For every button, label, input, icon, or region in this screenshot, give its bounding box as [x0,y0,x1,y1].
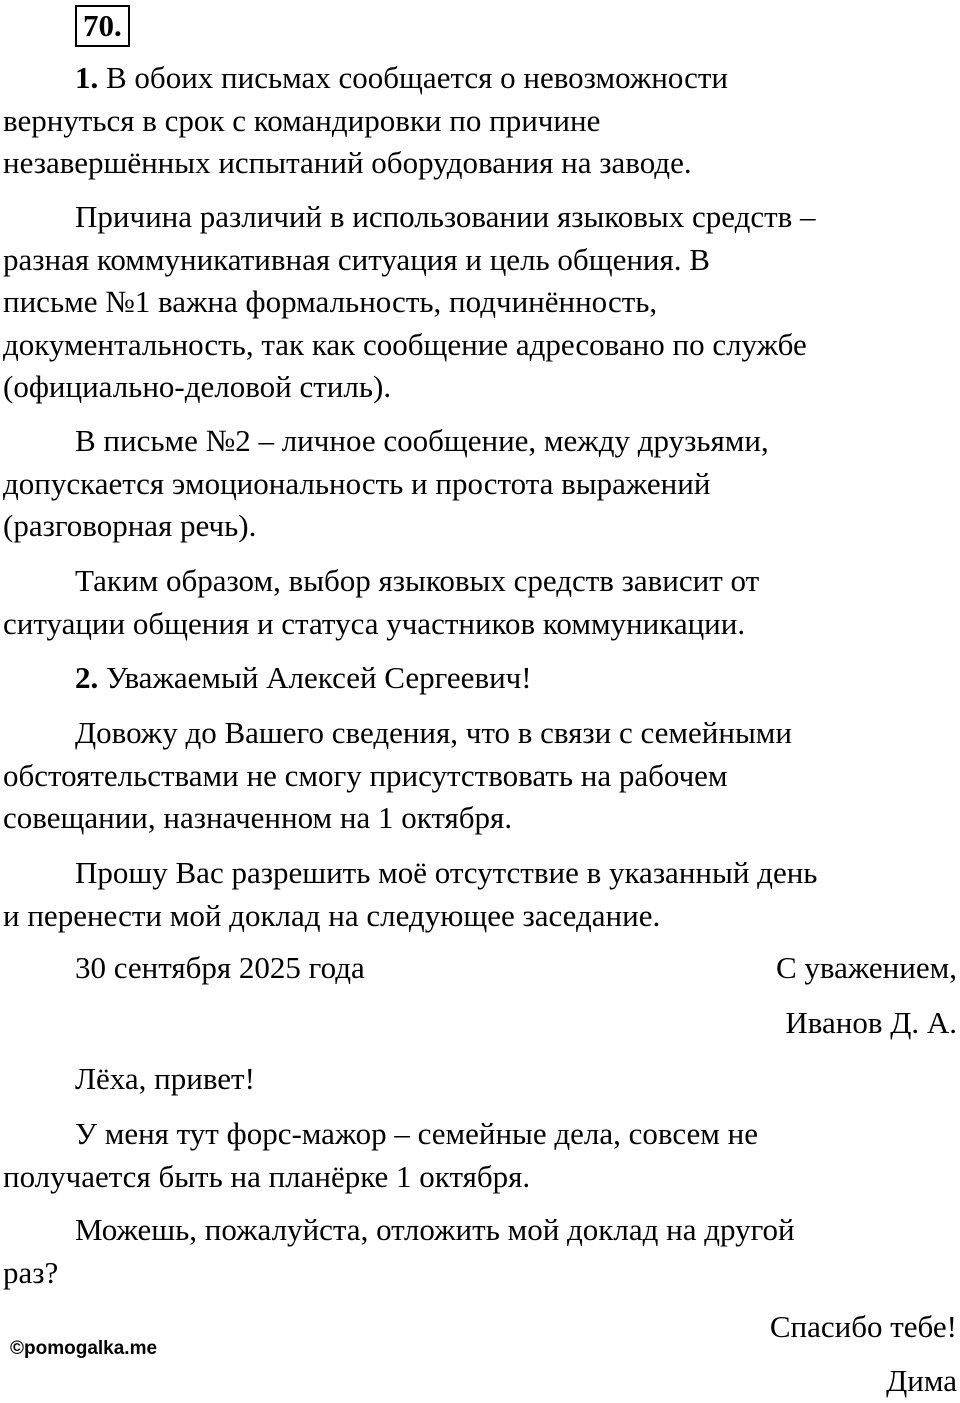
formal-greeting [3,657,960,700]
text-line: ситуации общения и статуса участников коммуникации. [3,605,746,641]
formal-date: 30 сентября 2025 года [75,950,365,985]
task1-label: 1. [75,60,99,95]
task1-paragraph-2 [3,196,960,409]
task1-paragraph-1 [3,57,960,185]
text-line: В обоих письмах сообщается о невозможности [106,60,728,95]
text-line: незавершённых испытаний оборудования на заводе. [3,145,692,180]
watermark: ©pomogalka.me [10,1338,158,1359]
text-line: и перенести мой доклад на следующее заседание. [3,897,661,933]
text-line: Уважаемый Алексей Сергеевич! [106,660,532,695]
text-line: У меня тут форс-мажор – семейные дела, совсем не [75,1116,758,1151]
text-line: Прошу Вас разрешить моё отсутствие в указанный день [75,855,818,890]
informal-signature: Дима [886,1363,957,1398]
formal-signature: Иванов Д. А. [785,1005,957,1040]
text-line: Таким образом, выбор языковых средств зависит от [75,563,760,598]
text-line: письме №1 важна формальность, подчинённость, [3,284,658,319]
text-line: вернуться в срок с командировки по причине [3,102,601,138]
formal-paragraph-2 [3,852,960,937]
text-line: В письме №2 – личное сообщение, между друзьями, [75,423,769,458]
text-line: совещании, назначенном на 1 октября. [3,800,513,835]
text-line: допускается эмоциональность и простота выражений [3,465,711,501]
text-line: получается быть на планёрке 1 октября. [3,1158,531,1194]
informal-paragraph-1 [3,1113,960,1198]
exercise-number: 70. [75,5,130,47]
text-line: Причина различий в использовании языковых средств – [75,199,816,234]
text-line: разная коммуникативная ситуация и цель общения. В [3,241,710,277]
task2-label: 2. [75,660,99,695]
text-line: (официально-деловой стиль). [3,369,392,404]
text-line: документальность, так как сообщение адресовано по службе [3,326,807,362]
formal-closing: С уважением, [776,950,957,985]
informal-closing: Спасибо тебе! [769,1309,957,1344]
text-line: (разговорная речь). [3,508,257,543]
text-line: раз? [3,1254,59,1290]
text-line: Довожу до Вашего сведения, что в связи с семейными [75,715,792,750]
formal-paragraph-1 [3,712,960,840]
text-line: Можешь, пожалуйста, отложить мой доклад на другой [75,1212,795,1247]
informal-paragraph-2 [3,1209,960,1294]
task1-paragraph-3 [3,420,960,548]
text-line: обстоятельствами не смогу присутствовать на рабочем [3,757,728,793]
task1-paragraph-4 [3,560,960,645]
informal-greeting: Лёха, привет! [75,1061,255,1096]
